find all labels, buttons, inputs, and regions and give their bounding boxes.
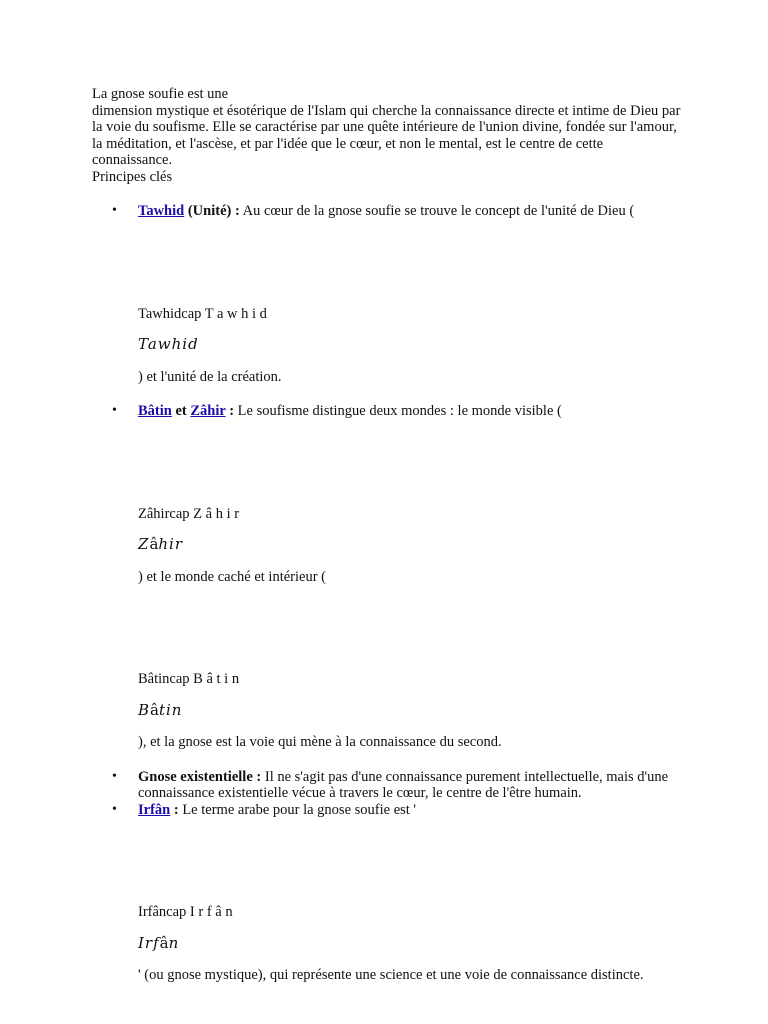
zahir-math-rendered <box>138 536 682 553</box>
section-title: Principes clés <box>92 168 173 185</box>
irfan-math-rendered <box>138 935 682 952</box>
irfan-math <box>138 904 682 951</box>
batin-zahir-mid: ) et le monde caché et intérieur ( <box>138 568 326 585</box>
irfan-colon: : <box>170 801 179 818</box>
intro-first-line: La gnose soufie est une <box>92 86 229 102</box>
batin-math-post: tin <box>158 700 183 719</box>
irfan-after: ' (ou gnose mystique), qui représente une science et une voie de connaissance distincte. <box>138 967 644 983</box>
irfan-math-post: n <box>168 933 180 952</box>
batin-zahir-line <box>138 403 682 420</box>
gnose-existentielle-line <box>138 769 682 802</box>
zahir-math-pre: Z <box>138 535 150 553</box>
zahir-math <box>138 506 682 553</box>
batin-zahir-colon: : <box>225 403 235 419</box>
batin-zahir-text: Le soufisme distingue deux mondes : le monde visible ( <box>234 403 562 419</box>
tawhid-math-rendered: Tawhid <box>138 335 199 353</box>
irfan-math-accent: â <box>159 933 169 952</box>
list-item-batin-zahir <box>92 403 682 751</box>
document-page <box>92 86 682 984</box>
gnose-existentielle-term: Gnose existentielle : <box>138 768 262 785</box>
gnose-existentielle-text: Il ne s'agit pas d'une connaissance purement intellectuelle, mais d'une connaissance existentielle vécue à travers le cœur, le centre de l'être humain. <box>138 768 669 801</box>
irfan-line <box>138 802 682 819</box>
tawhid-qualifier: (Unité) : <box>184 203 240 219</box>
bullet-icon: • <box>112 768 117 784</box>
zahir-math-post: hir <box>158 535 184 553</box>
tawhid-math-annotation: Tawhidcap T a w h i d <box>138 305 267 322</box>
batin-math <box>138 671 682 718</box>
intro-paragraph: dimension mystique et ésotérique de l'Islam qui cherche la connaissance directe et intime de Dieu par la voie du soufisme. Elle se caractérise par une quête intérieure de l'union divine, fondée sur l'amour, la méditation, et l'ascèse, et par l'idée que le cœur, et non le mental, est le centre de cette connaissance. <box>92 102 681 168</box>
batin-zahir-after: ), et la gnose est la voie qui mène à la connaissance du second. <box>138 734 502 750</box>
tawhid-link[interactable]: Tawhid <box>138 203 185 219</box>
batin-math-accent: â <box>150 700 159 719</box>
batin-math-rendered <box>138 702 682 719</box>
irfan-link[interactable]: Irfân <box>138 801 171 818</box>
zahir-math-accent: â <box>149 535 159 553</box>
bullet-icon: • <box>112 403 117 418</box>
bullet-icon: • <box>112 203 117 218</box>
list-item-gnose-existentielle <box>92 769 682 802</box>
irfan-math-annotation: Irfâncap I r f â n <box>138 904 233 920</box>
bullet-icon: • <box>112 801 117 817</box>
batin-math-pre: B <box>138 700 151 719</box>
batin-link[interactable]: Bâtin <box>138 403 172 419</box>
principles-list <box>92 203 682 984</box>
zahir-link[interactable]: Zâhir <box>190 403 226 419</box>
irfan-math-pre: Irf <box>138 933 160 952</box>
zahir-math-annotation: Zâhircap Z â h i r <box>138 505 240 522</box>
list-item-irfan <box>92 802 682 984</box>
list-item-tawhid <box>92 203 682 385</box>
tawhid-after: ) et l'unité de la création. <box>138 368 282 385</box>
batin-zahir-conj: et <box>171 403 191 419</box>
irfan-text: Le terme arabe pour la gnose soufie est ' <box>178 801 417 818</box>
tawhid-math <box>138 306 682 353</box>
tawhid-text: Au cœur de la gnose soufie se trouve le concept de l'unité de Dieu ( <box>239 203 635 219</box>
tawhid-line <box>138 203 682 220</box>
batin-math-annotation: Bâtincap B â t i n <box>138 671 240 687</box>
